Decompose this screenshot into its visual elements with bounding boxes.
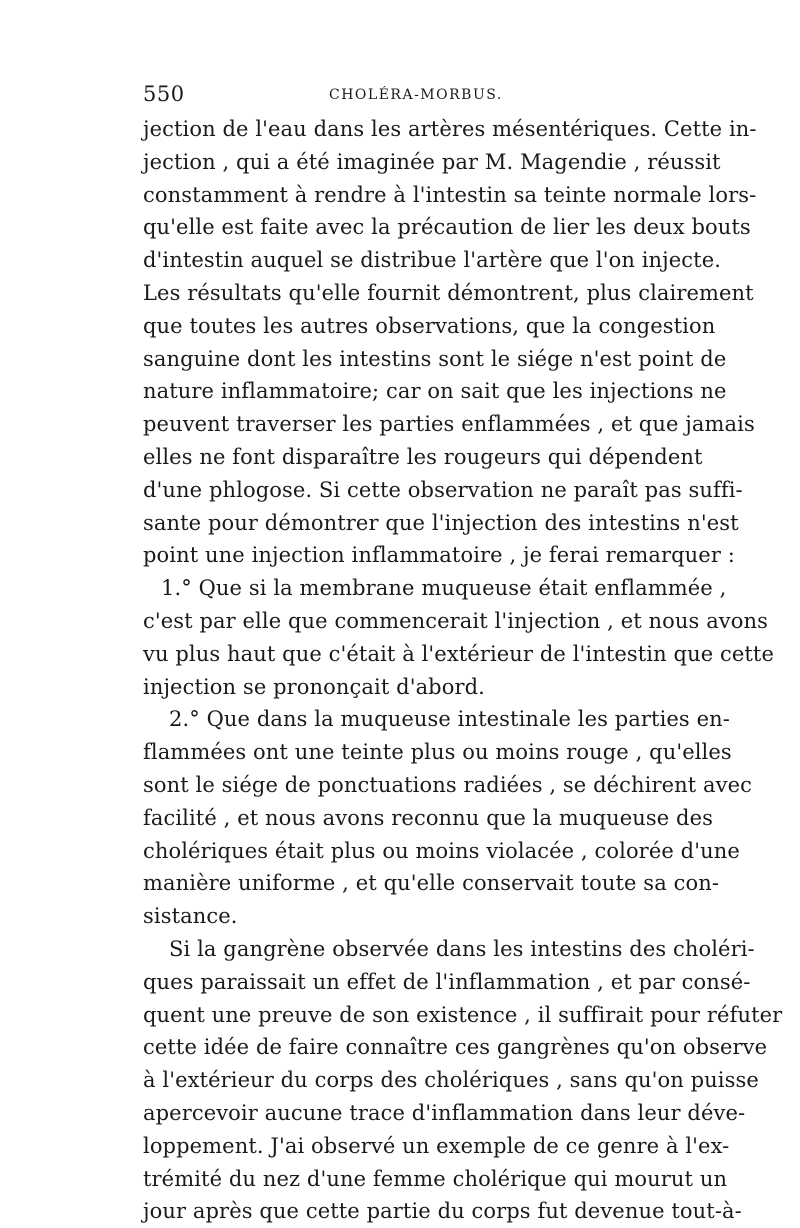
text-line: cette idée de faire connaître ces gangrènes qu'on observe <box>143 1035 768 1060</box>
text-line: manière uniforme , et qu'elle conservait toute sa con- <box>143 871 720 896</box>
text-line: point une injection inflammatoire , je ferai remarquer : <box>143 543 735 568</box>
text-line: d'intestin auquel se distribue l'artère que l'on injecte. <box>143 248 722 273</box>
text-line: que toutes les autres observations, que la congestion <box>143 313 716 338</box>
text-line: qu'elle est faite avec la précaution de lier les deux bouts <box>143 215 751 240</box>
text-line: d'une phlogose. Si cette observation ne paraît pas suffi- <box>143 477 743 502</box>
text-line: jection , qui a été imaginée par M. Magendie , réussit <box>143 149 721 174</box>
page-header <box>143 82 658 112</box>
text-line: quent une preuve de son existence , il suffirait pour réfuter <box>143 1002 783 1027</box>
text-line: cholériques était plus ou moins violacée , colorée d'une <box>143 838 740 863</box>
text-line: nature inflammatoire; car on sait que les injections ne <box>143 379 727 404</box>
text-line: c'est par elle que commencerait l'injection , et nous avons <box>143 608 769 633</box>
text-line: Si la gangrène observée dans les intestins des choléri- <box>169 936 755 961</box>
text-line: 1.° Que si la membrane muqueuse était enflammée , <box>161 576 727 601</box>
text-line: vu plus haut que c'était à l'extérieur de l'intestin que cette <box>143 641 774 666</box>
text-line: jection de l'eau dans les artères mésentériques. Cette in- <box>143 117 757 141</box>
text-line: loppement. J'ai observé un exemple de ce genre à l'ex- <box>143 1133 730 1158</box>
text-line: injection se prononçait d'abord. <box>143 674 485 699</box>
text-line: à l'extérieur du corps des cholériques , sans qu'on puisse <box>143 1068 759 1093</box>
text-line: facilité , et nous avons reconnu que la muqueuse des <box>143 805 713 830</box>
page-number: 550 <box>143 82 185 106</box>
body-text <box>143 113 783 1228</box>
text-line: Les résultats qu'elle fournit démontrent, plus clairement <box>143 280 754 305</box>
text-line: jour après que cette partie du corps fut devenue tout-à- <box>143 1199 742 1224</box>
text-line: sante pour démontrer que l'injection des intestins n'est <box>143 510 739 535</box>
text-line: sont le siége de ponctuations radiées , se déchirent avec <box>143 772 753 797</box>
text-line: ques paraissait un effet de l'inflammation , et par consé- <box>143 969 751 994</box>
text-line: 2.° Que dans la muqueuse intestinale les parties en- <box>169 707 730 732</box>
text-line: sistance. <box>143 904 238 929</box>
text-line: apercevoir aucune trace d'inflammation dans leur déve- <box>143 1100 746 1125</box>
text-line: elles ne font disparaître les rougeurs qui dépendent <box>143 444 703 469</box>
text-line: trémité du nez d'une femme cholérique qui mourut un <box>143 1166 728 1191</box>
running-head: CHOLÉRA-MORBUS. <box>329 87 503 103</box>
text-line: peuvent traverser les parties enflammées , et que jamais <box>143 412 755 437</box>
text-line: flammées ont une teinte plus ou moins rouge , qu'elles <box>143 740 732 765</box>
text-line: sanguine dont les intestins sont le siége n'est point de <box>143 346 727 371</box>
text-line: constamment à rendre à l'intestin sa teinte normale lors- <box>143 182 757 207</box>
